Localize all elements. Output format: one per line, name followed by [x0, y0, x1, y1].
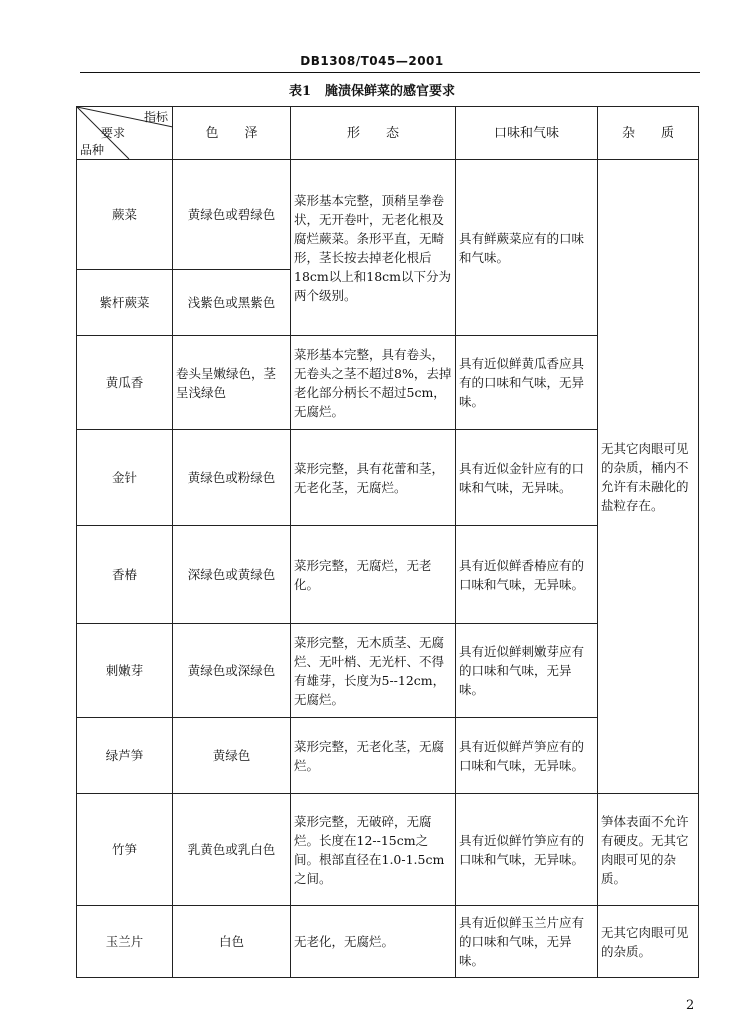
color-cell: 黄绿色	[173, 718, 291, 794]
corner-label-indicator: 指标	[143, 110, 168, 124]
impurity-cell: 无其它肉眼可见的杂质。	[598, 906, 699, 978]
form-cell: 菜形基本完整，具有卷头，无卷头之茎不超过8%，去掉老化部分柄长不超过5cm，无腐烂。	[291, 336, 456, 430]
variety-cell: 黄瓜香	[77, 336, 173, 430]
form-cell: 菜形完整，无老化茎，无腐烂。	[291, 718, 456, 794]
diagonal-corner-cell	[77, 107, 173, 160]
table-row	[77, 906, 699, 978]
corner-label-variety: 品种	[80, 143, 105, 157]
taste-cell: 具有近似鲜芦笋应有的口味和气味，无异味。	[456, 718, 598, 794]
standard-code: DB1308/T045—2001	[300, 54, 444, 68]
variety-cell: 竹笋	[77, 794, 173, 906]
header-impurity: 杂 质	[598, 107, 699, 160]
color-cell: 黄绿色或深绿色	[173, 624, 291, 718]
color-cell: 卷头呈嫩绿色，茎呈浅绿色	[173, 336, 291, 430]
table-row	[77, 160, 699, 270]
taste-cell: 具有近似金针应有的口味和气味，无异味。	[456, 430, 598, 526]
variety-cell: 紫杆蕨菜	[77, 270, 173, 336]
form-cell: 菜形完整，具有花蕾和茎，无老化茎，无腐烂。	[291, 430, 456, 526]
table-number: 表1	[288, 84, 312, 99]
color-cell: 浅紫色或黑紫色	[173, 270, 291, 336]
form-cell: 菜形完整，无腐烂，无老化。	[291, 526, 456, 624]
table-caption	[0, 80, 744, 99]
color-cell: 白色	[173, 906, 291, 978]
header-form: 形 态	[291, 107, 456, 160]
impurity-cell: 笋体表面不允许有硬皮。无其它肉眼可见的杂质。	[598, 794, 699, 906]
variety-cell: 刺嫩芽	[77, 624, 173, 718]
taste-cell: 具有鲜蕨菜应有的口味和气味。	[456, 160, 598, 336]
header-taste: 口味和气味	[456, 107, 598, 160]
color-cell: 黄绿色或碧绿色	[173, 160, 291, 270]
form-cell: 无老化，无腐烂。	[291, 906, 456, 978]
variety-cell: 蕨菜	[77, 160, 173, 270]
table-title: 腌渍保鲜菜的感官要求	[325, 84, 456, 99]
form-cell: 菜形完整，无破碎，无腐烂。长度在12--15cm之间。根部直径在1.0-1.5cm之间。	[291, 794, 456, 906]
taste-cell: 具有近似鲜竹笋应有的口味和气味，无异味。	[456, 794, 598, 906]
table-row	[77, 794, 699, 906]
header-rule	[80, 72, 700, 73]
form-cell: 菜形基本完整，顶稍呈拳卷状，无开卷叶，无老化根及腐烂蕨菜。条形平直，无畸形，茎长按去掉老化根后18cm以上和18cm以下分为两个级别。	[291, 160, 456, 336]
color-cell: 黄绿色或粉绿色	[173, 430, 291, 526]
color-cell: 深绿色或黄绿色	[173, 526, 291, 624]
impurity-cell: 无其它肉眼可见的杂质，桶内不允许有未融化的盐粒存在。	[598, 160, 699, 794]
taste-cell: 具有近似鲜黄瓜香应具有的口味和气味，无异味。	[456, 336, 598, 430]
variety-cell: 玉兰片	[77, 906, 173, 978]
taste-cell: 具有近似鲜刺嫩芽应有的口味和气味，无异味。	[456, 624, 598, 718]
corner-label-requirement: 要求	[101, 126, 126, 140]
variety-cell: 香椿	[77, 526, 173, 624]
variety-cell: 绿芦笋	[77, 718, 173, 794]
taste-cell: 具有近似鲜玉兰片应有的口味和气味，无异味。	[456, 906, 598, 978]
header-color: 色 泽	[173, 107, 291, 160]
taste-cell: 具有近似鲜香椿应有的口味和气味，无异味。	[456, 526, 598, 624]
variety-cell: 金针	[77, 430, 173, 526]
sensory-requirements-table	[76, 106, 699, 978]
table-header-row	[77, 107, 699, 160]
page-number: 2	[686, 998, 695, 1013]
form-cell: 菜形完整，无木质茎、无腐烂、无叶梢、无光杆、不得有雄芽，长度为5--12cm，无腐烂。	[291, 624, 456, 718]
color-cell: 乳黄色或乳白色	[173, 794, 291, 906]
